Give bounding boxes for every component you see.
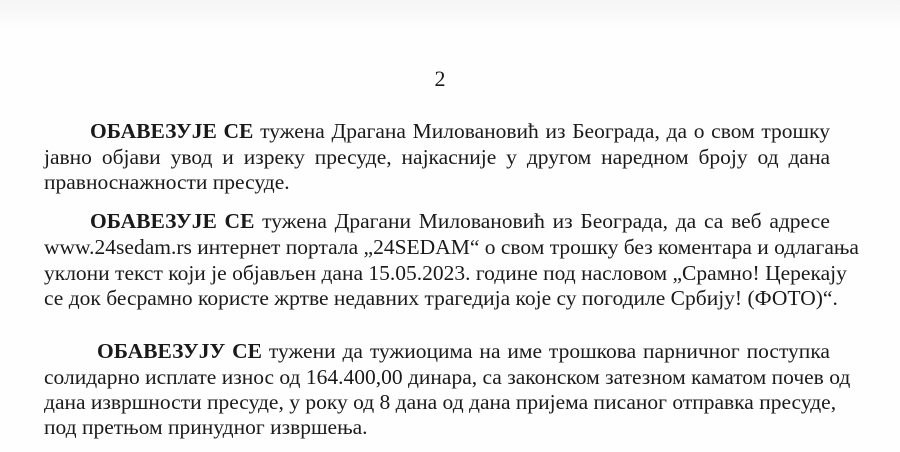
paragraph-1-line-3: правноснажности пресуде. [44,170,290,194]
paragraph-3-line-4: под претњом принудног извршења. [44,415,368,439]
paragraph-2-line-4: се док бесрамно користе жртве недавних трагедија које су погодиле Србију! (ФОТО)“. [44,286,838,310]
paragraph-3-lead: ОБАВЕЗУЈУ СЕ [97,339,262,363]
paragraph-3-line-1 [97,338,830,364]
paragraph-1-line-2: јавно објави увод и изреку пресуде, најкасније у другом наредном броју од дана [44,145,830,169]
paragraph-3-line-2: солидарно исплате износ од 164.400,00 динара, са законском затезном каматом почев од [44,365,851,389]
paragraph-2-line-1-text: тужена Драгани Миловановић из Београда, да са веб адресе [254,209,830,233]
paragraph-2-lead: ОБАВЕЗУЈЕ СЕ [90,209,255,233]
paragraph-3-line-1-text: тужени да тужиоцима на име трошкова парничног поступка [262,339,830,363]
paragraph-1-line-1 [90,118,830,144]
paragraph-3-line-3: дана извршности пресуде, у року од 8 дана од дана пријема писаног отправка пресуде, [44,390,837,414]
paragraph-2-line-1 [90,208,830,234]
paragraph-2-line-3: уклони текст који је објављен дана 15.05.2023. године под насловом „Срамно! Церекају [44,261,847,285]
page-number: 2 [434,66,446,91]
paragraph-1-lead: ОБАВЕЗУЈЕ СЕ [90,119,254,143]
paragraph-2-line-2: www.24sedam.rs интернет портала „24SEDAM“ о свом трошку без коментара и одлагања [44,235,859,259]
paragraph-1-line-1-text: тужена Драгана Миловановић из Београда, да о свом трошку [253,119,830,143]
previous-page-bleed [0,0,900,30]
